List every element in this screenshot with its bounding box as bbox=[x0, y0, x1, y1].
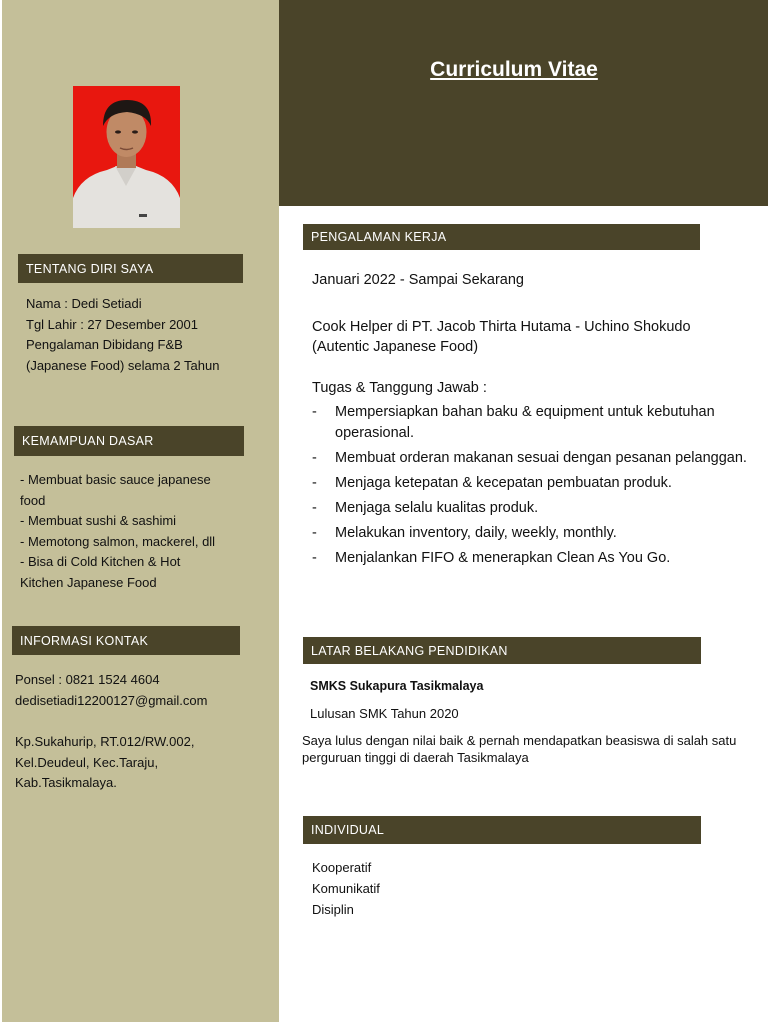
skill-line: - Membuat sushi & sashimi bbox=[20, 513, 177, 528]
education-heading-label: LATAR BELAKANG PENDIDIKAN bbox=[311, 643, 508, 658]
list-item: - Membuat orderan makanan sesuai dengan pesanan pelanggan. bbox=[312, 448, 752, 469]
about-name: Nama : Dedi Setiadi bbox=[26, 296, 142, 311]
about-experience-detail: (Japanese Food) selama 2 Tahun bbox=[26, 357, 220, 373]
list-item: - Menjalankan FIFO & menerapkan Clean As You Go. bbox=[312, 548, 752, 569]
list-item: - Menjaga selalu kualitas produk. bbox=[312, 498, 752, 519]
about-heading bbox=[18, 254, 243, 283]
individual-traits bbox=[312, 857, 380, 920]
individual-heading bbox=[303, 816, 701, 844]
person-portrait-icon bbox=[73, 86, 180, 228]
list-item: - Mempersiapkan bahan baku & equipment untuk kebutuhan operasional. bbox=[312, 402, 752, 444]
contact-address-line: Kp.Sukahurip, RT.012/RW.002, bbox=[15, 734, 195, 749]
contact-phone: Ponsel : 0821 1524 4604 bbox=[15, 672, 160, 687]
experience-heading-label: PENGALAMAN KERJA bbox=[311, 230, 447, 244]
header-band bbox=[279, 0, 768, 206]
skill-line: - Membuat basic sauce japanese bbox=[20, 472, 211, 487]
duties-list bbox=[312, 402, 752, 573]
contact-address-line: Kel.Deudeul, Kec.Taraju, bbox=[15, 754, 159, 770]
skills-section bbox=[20, 470, 215, 593]
profile-photo bbox=[73, 86, 180, 228]
experience-position-line: (Autentic Japanese Food) bbox=[312, 339, 479, 355]
skill-line: - Bisa di Cold Kitchen & Hot bbox=[20, 554, 181, 569]
list-item: Disiplin bbox=[312, 902, 354, 917]
experience-period: Januari 2022 - Sampai Sekarang bbox=[312, 272, 524, 288]
skill-line: - Memotong salmon, mackerel, dll bbox=[20, 533, 216, 549]
contact-section bbox=[15, 670, 207, 794]
individual-heading-label: INDIVIDUAL bbox=[311, 823, 385, 837]
education-description: Saya lulus dengan nilai baik & pernah mendapatkan beasiswa di salah satu perguruan tinggi di daerah Tasikmalaya bbox=[302, 733, 737, 765]
contact-email: dedisetiadi12200127@gmail.com bbox=[15, 692, 208, 708]
page-title: Curriculum Vitae bbox=[430, 58, 598, 81]
skill-line: food bbox=[20, 492, 46, 508]
list-item: - Menjaga ketepatan & kecepatan pembuatan produk. bbox=[312, 473, 752, 494]
about-heading-label: TENTANG DIRI SAYA bbox=[26, 261, 154, 276]
education-school: SMKS Sukapura Tasikmalaya bbox=[310, 679, 484, 693]
education-heading bbox=[303, 637, 701, 664]
education-graduation: Lulusan SMK Tahun 2020 bbox=[310, 706, 459, 721]
experience-position-line: Cook Helper di PT. Jacob Thirta Hutama - Uchino Shokudo bbox=[312, 319, 691, 335]
about-experience: Pengalaman Dibidang F&B bbox=[26, 337, 183, 352]
experience-heading bbox=[303, 224, 700, 250]
skill-line: Kitchen Japanese Food bbox=[20, 574, 157, 590]
duties-heading: Tugas & Tanggung Jawab : bbox=[312, 380, 487, 396]
contact-heading-label: INFORMASI KONTAK bbox=[20, 633, 149, 648]
experience-position bbox=[312, 317, 691, 357]
contact-heading bbox=[12, 626, 240, 655]
skills-heading-label: KEMAMPUAN DASAR bbox=[22, 434, 154, 448]
list-item: Kooperatif bbox=[312, 860, 372, 875]
list-item: Komunikatif bbox=[312, 881, 380, 896]
about-section bbox=[26, 294, 219, 376]
skills-heading bbox=[14, 426, 244, 456]
contact-address-line: Kab.Tasikmalaya. bbox=[15, 775, 117, 790]
list-item: - Melakukan inventory, daily, weekly, monthly. bbox=[312, 523, 752, 544]
about-birthdate: Tgl Lahir : 27 Desember 2001 bbox=[26, 316, 198, 332]
